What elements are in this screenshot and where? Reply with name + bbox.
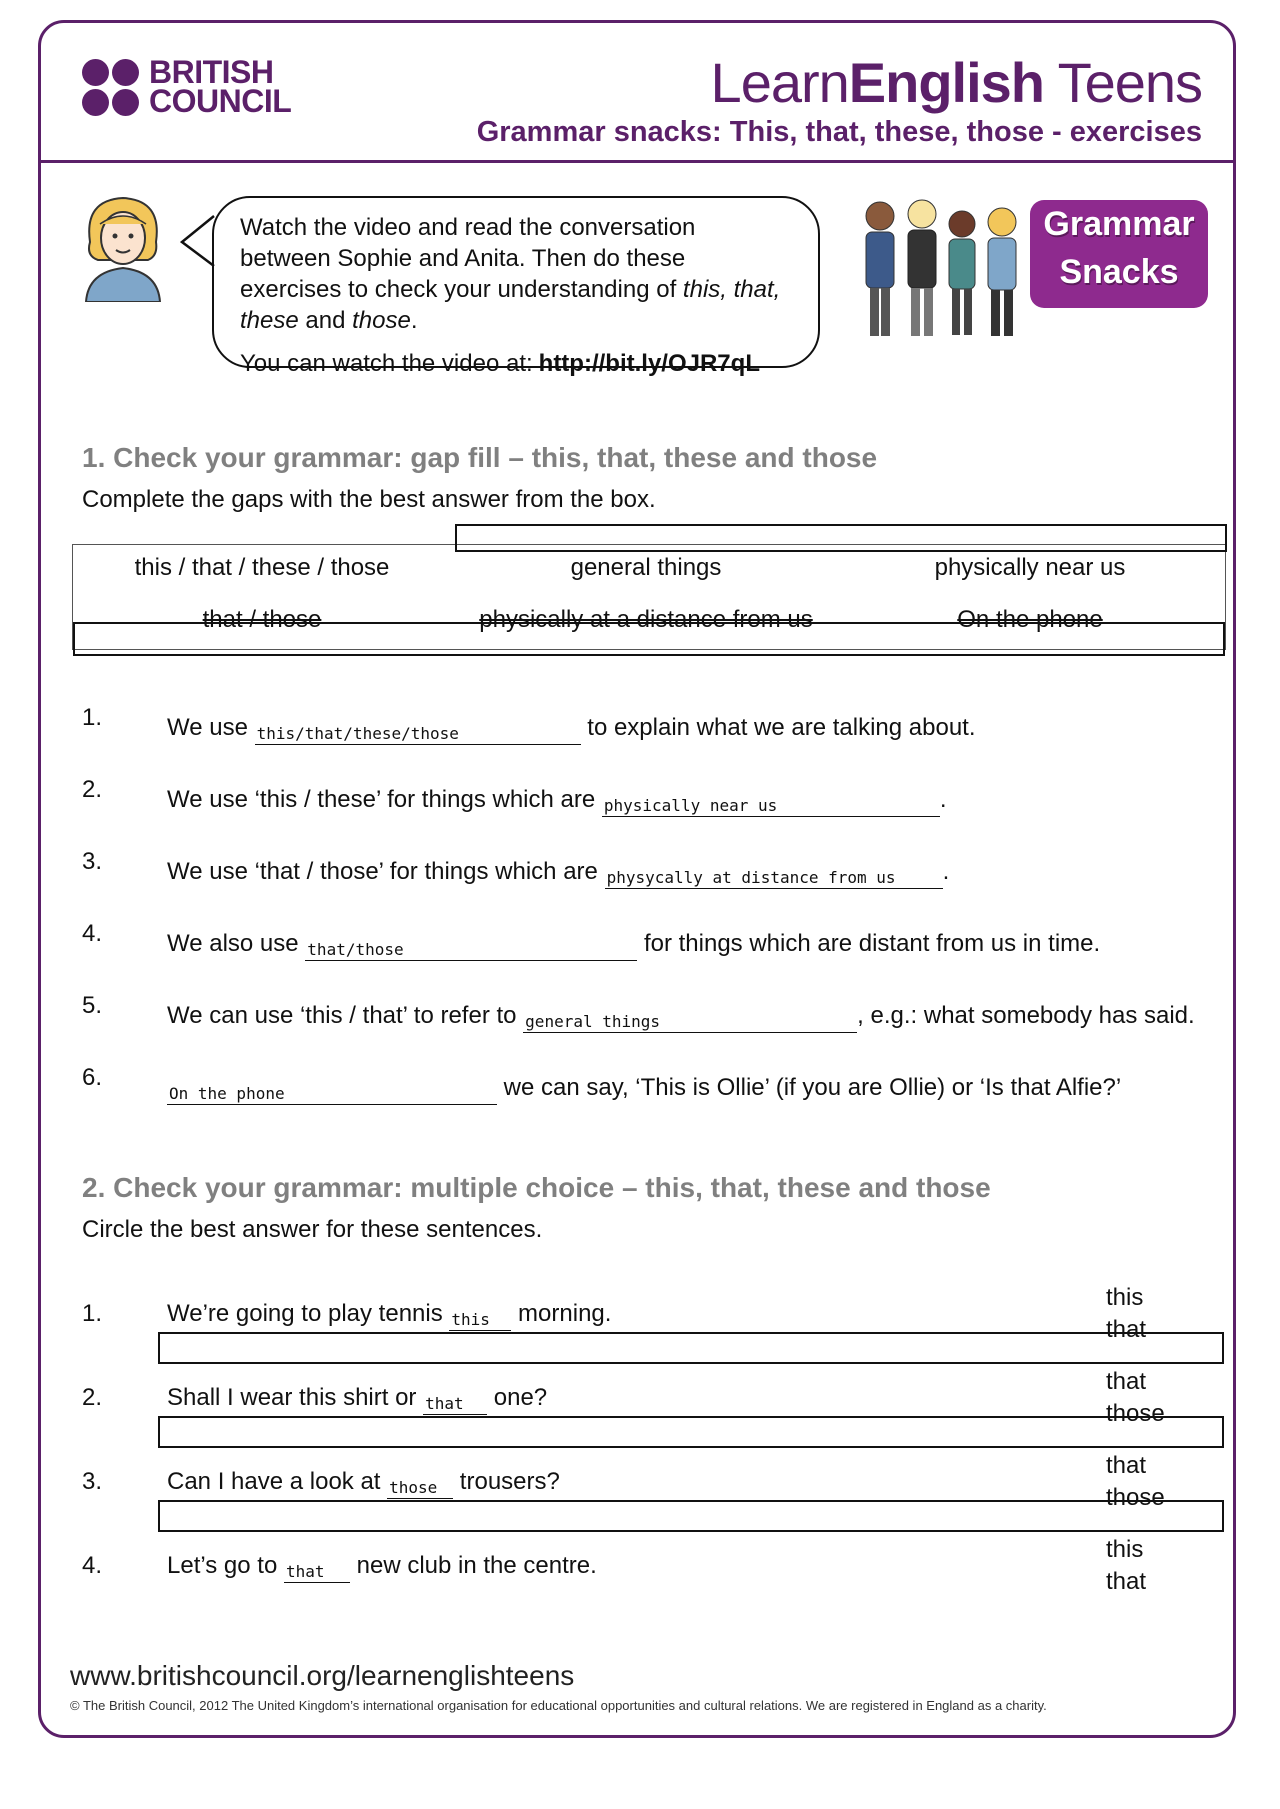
- answer-gap[interactable]: On the phone: [167, 1084, 497, 1105]
- mc-question-4: Let’s go to that new club in the centre.: [167, 1552, 597, 1581]
- header-divider: [38, 160, 1236, 163]
- learnenglish-teens-title: LearnEnglish Teens: [710, 51, 1202, 114]
- page-subtitle: Grammar snacks: This, that, these, those - exercises: [476, 116, 1202, 148]
- answer-gap[interactable]: this: [449, 1310, 511, 1331]
- mc-question-3: Can I have a look at those trousers?: [167, 1468, 560, 1497]
- gapfill-question-6: On the phone we can say, ‘This is Ollie’ (if you are Ollie) or ‘Is that Alfie?’: [169, 1074, 1122, 1103]
- box-redaction-bar-top: [455, 524, 1227, 552]
- box-item-crossed: On the phone: [957, 606, 1103, 633]
- question-number: 3.: [82, 848, 103, 875]
- video-link[interactable]: http://bit.ly/OJR7qL: [538, 350, 760, 377]
- box-item: physically near us: [934, 554, 1126, 581]
- box-item: general things: [570, 554, 722, 581]
- speech-bubble: [212, 196, 820, 377]
- gapfill-question-1: We use this/that/these/those to explain what we are talking about.: [167, 714, 976, 743]
- question-number: 2.: [82, 776, 103, 803]
- option-choice[interactable]: this: [1106, 1284, 1144, 1311]
- question-number: 5.: [82, 992, 103, 1019]
- speech-tail-icon: [180, 214, 216, 274]
- answer-gap[interactable]: this/that/these/those: [255, 724, 581, 745]
- option-choice[interactable]: that: [1106, 1568, 1147, 1595]
- option-choice[interactable]: this: [1106, 1536, 1144, 1563]
- answer-gap[interactable]: that/those: [305, 940, 637, 961]
- logo-line-2: COUNCIL: [149, 83, 292, 119]
- gapfill-question-2: We use ‘this / these’ for things which are physically near us .: [167, 786, 947, 815]
- answer-gap[interactable]: that: [423, 1394, 487, 1415]
- question-number: 2.: [82, 1384, 103, 1411]
- question-number: 4.: [82, 1552, 103, 1579]
- teens-group-illustration-icon: [850, 194, 1030, 342]
- mc-question-1: We’re going to play tennis this morning.: [167, 1300, 612, 1329]
- option-choice[interactable]: those: [1106, 1484, 1165, 1511]
- mc-question-2: Shall I wear this shirt or that one?: [167, 1384, 548, 1413]
- section1-instruction: Complete the gaps with the best answer from the box.: [82, 486, 656, 513]
- section2-instruction: Circle the best answer for these sentences.: [82, 1216, 543, 1243]
- question-number: 3.: [82, 1468, 103, 1495]
- footer-website-link[interactable]: www.britishcouncil.org/learnenglishteens: [70, 1660, 575, 1691]
- redaction-bar: [158, 1500, 1224, 1532]
- gapfill-question-4: We also use that/those for things which are distant from us in time.: [167, 930, 1101, 959]
- option-choice[interactable]: those: [1106, 1400, 1165, 1427]
- redaction-bar: [158, 1416, 1224, 1448]
- answer-gap[interactable]: physically near us: [602, 796, 940, 817]
- box-redaction-bar-bottom: [73, 622, 1225, 656]
- answer-gap[interactable]: that: [284, 1562, 350, 1583]
- logo-dots-icon: [82, 59, 139, 116]
- question-number: 6.: [82, 1064, 103, 1091]
- option-choice[interactable]: that: [1106, 1452, 1147, 1479]
- box-item: this / that / these / those: [134, 554, 390, 581]
- grammar-snacks-badge: [1030, 200, 1208, 308]
- question-number: 1.: [82, 704, 103, 731]
- question-number: 4.: [82, 920, 103, 947]
- answer-gap[interactable]: general things: [523, 1012, 857, 1033]
- video-line: You can watch the video at: http://bit.ly/OJR7qL: [240, 350, 760, 377]
- option-choice[interactable]: that: [1106, 1368, 1147, 1395]
- gapfill-question-3: We use ‘that / those’ for things which are physycally at distance from us .: [167, 858, 950, 887]
- section2-title: 2. Check your grammar: multiple choice – this, that, these and those: [82, 1172, 991, 1203]
- section1-title: 1. Check your grammar: gap fill – this, that, these and those: [82, 442, 878, 473]
- intro-text: Watch the video and read the conversation between Sophie and Anita. Then do these exercises to check your understanding of this, that, these and those.: [240, 214, 781, 334]
- british-council-logo: [82, 54, 292, 119]
- answer-gap[interactable]: those: [387, 1478, 453, 1499]
- redaction-bar: [158, 1332, 1224, 1364]
- gapfill-question-5: We can use ‘this / that’ to refer to general things , e.g.: what somebody has said.: [167, 1002, 1195, 1031]
- logo-line-1: BRITISH: [149, 54, 274, 90]
- answer-gap[interactable]: physycally at distance from us: [605, 868, 943, 889]
- badge-line-1: Grammar: [1043, 205, 1195, 243]
- box-item-crossed: physically at a distance from us: [479, 606, 813, 633]
- question-number: 1.: [82, 1300, 103, 1327]
- badge-line-2: Snacks: [1059, 253, 1179, 291]
- box-item-crossed: that / those: [202, 606, 322, 633]
- sophie-illustration-icon: [78, 190, 168, 302]
- footer-copyright: © The British Council, 2012 The United Kingdom’s international organisation for educational opportunities and cultural relations. We are registered in England as a charity.: [70, 1698, 1047, 1713]
- option-choice[interactable]: that: [1106, 1316, 1147, 1343]
